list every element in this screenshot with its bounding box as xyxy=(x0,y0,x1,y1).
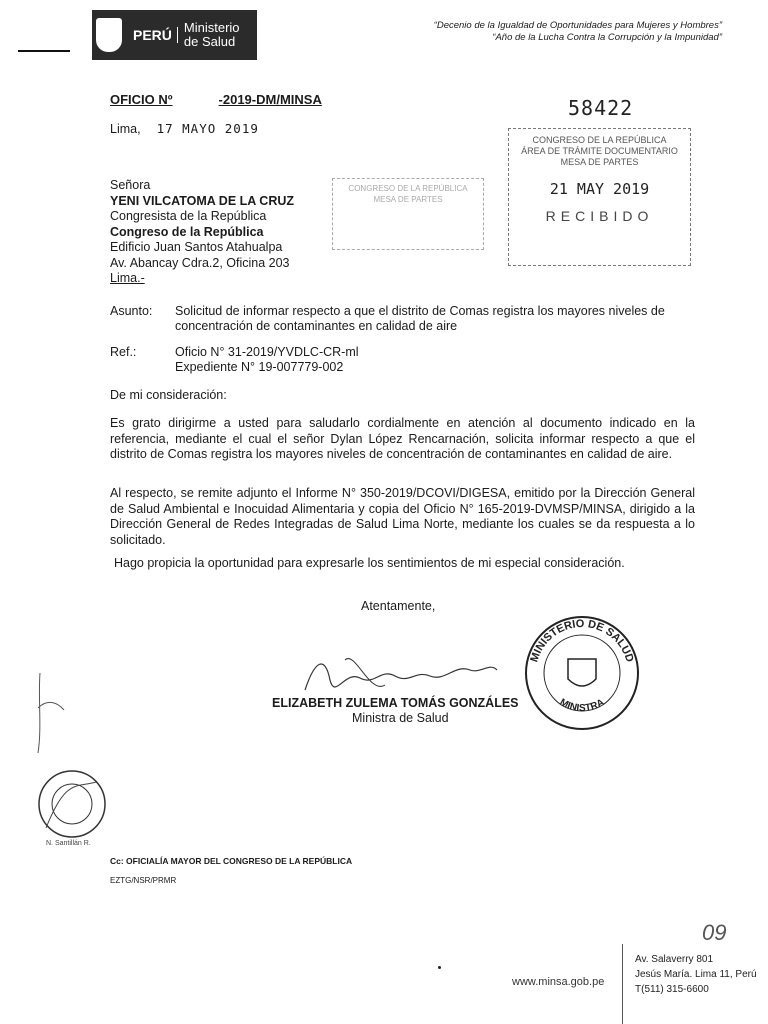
page-mark: 09 xyxy=(702,920,727,945)
reception-stamp: CONGRESO DE LA REPÚBLICA ÁREA DE TRÁMITE DOCUMENTARIO MESA DE PARTES 21 MAY 2019 RECIBIDO xyxy=(508,128,691,266)
reference-text: Oficio N° 31-2019/YVDLC-CR-ml Expediente N° 19-007779-002 xyxy=(175,345,359,374)
date-stamp: 17 MAYO 2019 xyxy=(156,121,259,136)
svg-text:MINISTERIO DE SALUD xyxy=(528,618,635,664)
seal-bottom-text: MINISTRA xyxy=(557,697,607,715)
seal-top-text: MINISTERIO DE SALUD xyxy=(528,617,636,664)
minsa-logo xyxy=(92,10,257,60)
margin-dash xyxy=(18,50,70,52)
signatory-role: Ministra de Salud xyxy=(352,711,449,725)
coat-of-arms-icon xyxy=(96,18,122,52)
logo-country: PERÚ xyxy=(128,27,178,43)
header-motto: “Decenio de la Igualdad de Oportunidades para Mujeres y Hombres” “Año de la Lucha Contra la Corrupción y la Impunidad” xyxy=(433,20,722,43)
scan-dot xyxy=(438,966,441,969)
received-label: RECIBIDO xyxy=(545,208,654,224)
svg-text:MINISTRA xyxy=(558,697,607,714)
closing: Atentamente, xyxy=(361,599,436,613)
handwritten-signature xyxy=(285,640,505,700)
subject-text: Solicitud de informar respecto a que el distrito de Comas registra los mayores niveles de concentración de contaminantes en calidad de aire xyxy=(175,304,665,333)
initials-small: N. Santillán R. xyxy=(46,840,91,847)
body-paragraph-1: Es grato dirigirme a usted para saludarlo cordialmente en atención al documento indicado en la referencia, mediante el cual el señor Dylan López Rencarnación, solicita informar respecto a que el distrito de Comas registra los mayores niveles de concentración de contaminantes en calidad de aire. xyxy=(110,416,695,461)
reference-label: Ref.: xyxy=(110,345,137,359)
margin-initials xyxy=(28,668,68,758)
addressee-name: YENI VILCATOMA DE LA CRUZ xyxy=(110,193,295,208)
carbon-copy: Cc: OFICIALÍA MAYOR DEL CONGRESO DE LA REPÚBLICA xyxy=(110,856,353,866)
oficio-number: OFICIO Nº -2019-DM/MINSA xyxy=(110,92,322,107)
greeting: De mi consideración: xyxy=(110,388,227,402)
faded-stamp: CONGRESO DE LA REPÚBLICA MESA DE PARTES xyxy=(332,178,484,250)
small-office-seal xyxy=(36,768,108,840)
received-date: 21 MAY 2019 xyxy=(549,180,650,198)
signatory-name: ELIZABETH ZULEMA TOMÁS GONZÁLES xyxy=(272,696,519,710)
website: www.minsa.gob.pe xyxy=(512,976,605,988)
reference-initials: EZTG/NSR/PRMR xyxy=(110,876,177,885)
registry-number: 58422 xyxy=(568,96,634,120)
addressee-block: Señora YENI VILCATOMA DE LA CRUZ Congresista de la República Congreso de la República Edificio Juan Santos Atahualpa Av. Abancay Cdra.2, Oficina 203 Lima.- xyxy=(110,178,295,285)
subject-label: Asunto: xyxy=(110,304,153,318)
logo-ministry: Ministerio de Salud xyxy=(183,20,240,49)
body-paragraph-2: Al respecto, se remite adjunto el Informe N° 350-2019/DCOVI/DIGESA, emitido por la Dirección General de Salud Ambiental e Inocuidad Alimentaria y copia del Oficio N° 165-2019-DVMSP/MINSA, dirigido a la Dirección General de Redes Integradas de Salud Lima Norte, mediante los cuales se da respuesta a lo solicitado. xyxy=(110,486,695,547)
ministry-seal xyxy=(522,613,642,733)
contact-block: Av. Salaverry 801 Jesús María. Lima 11, Perú T(511) 315-6600 xyxy=(622,944,768,1024)
body-paragraph-3: Hago propicia la oportunidad para expresarle los sentimientos de mi especial consideración. xyxy=(114,556,625,570)
date-line: Lima, 17 MAYO 2019 xyxy=(110,121,259,136)
